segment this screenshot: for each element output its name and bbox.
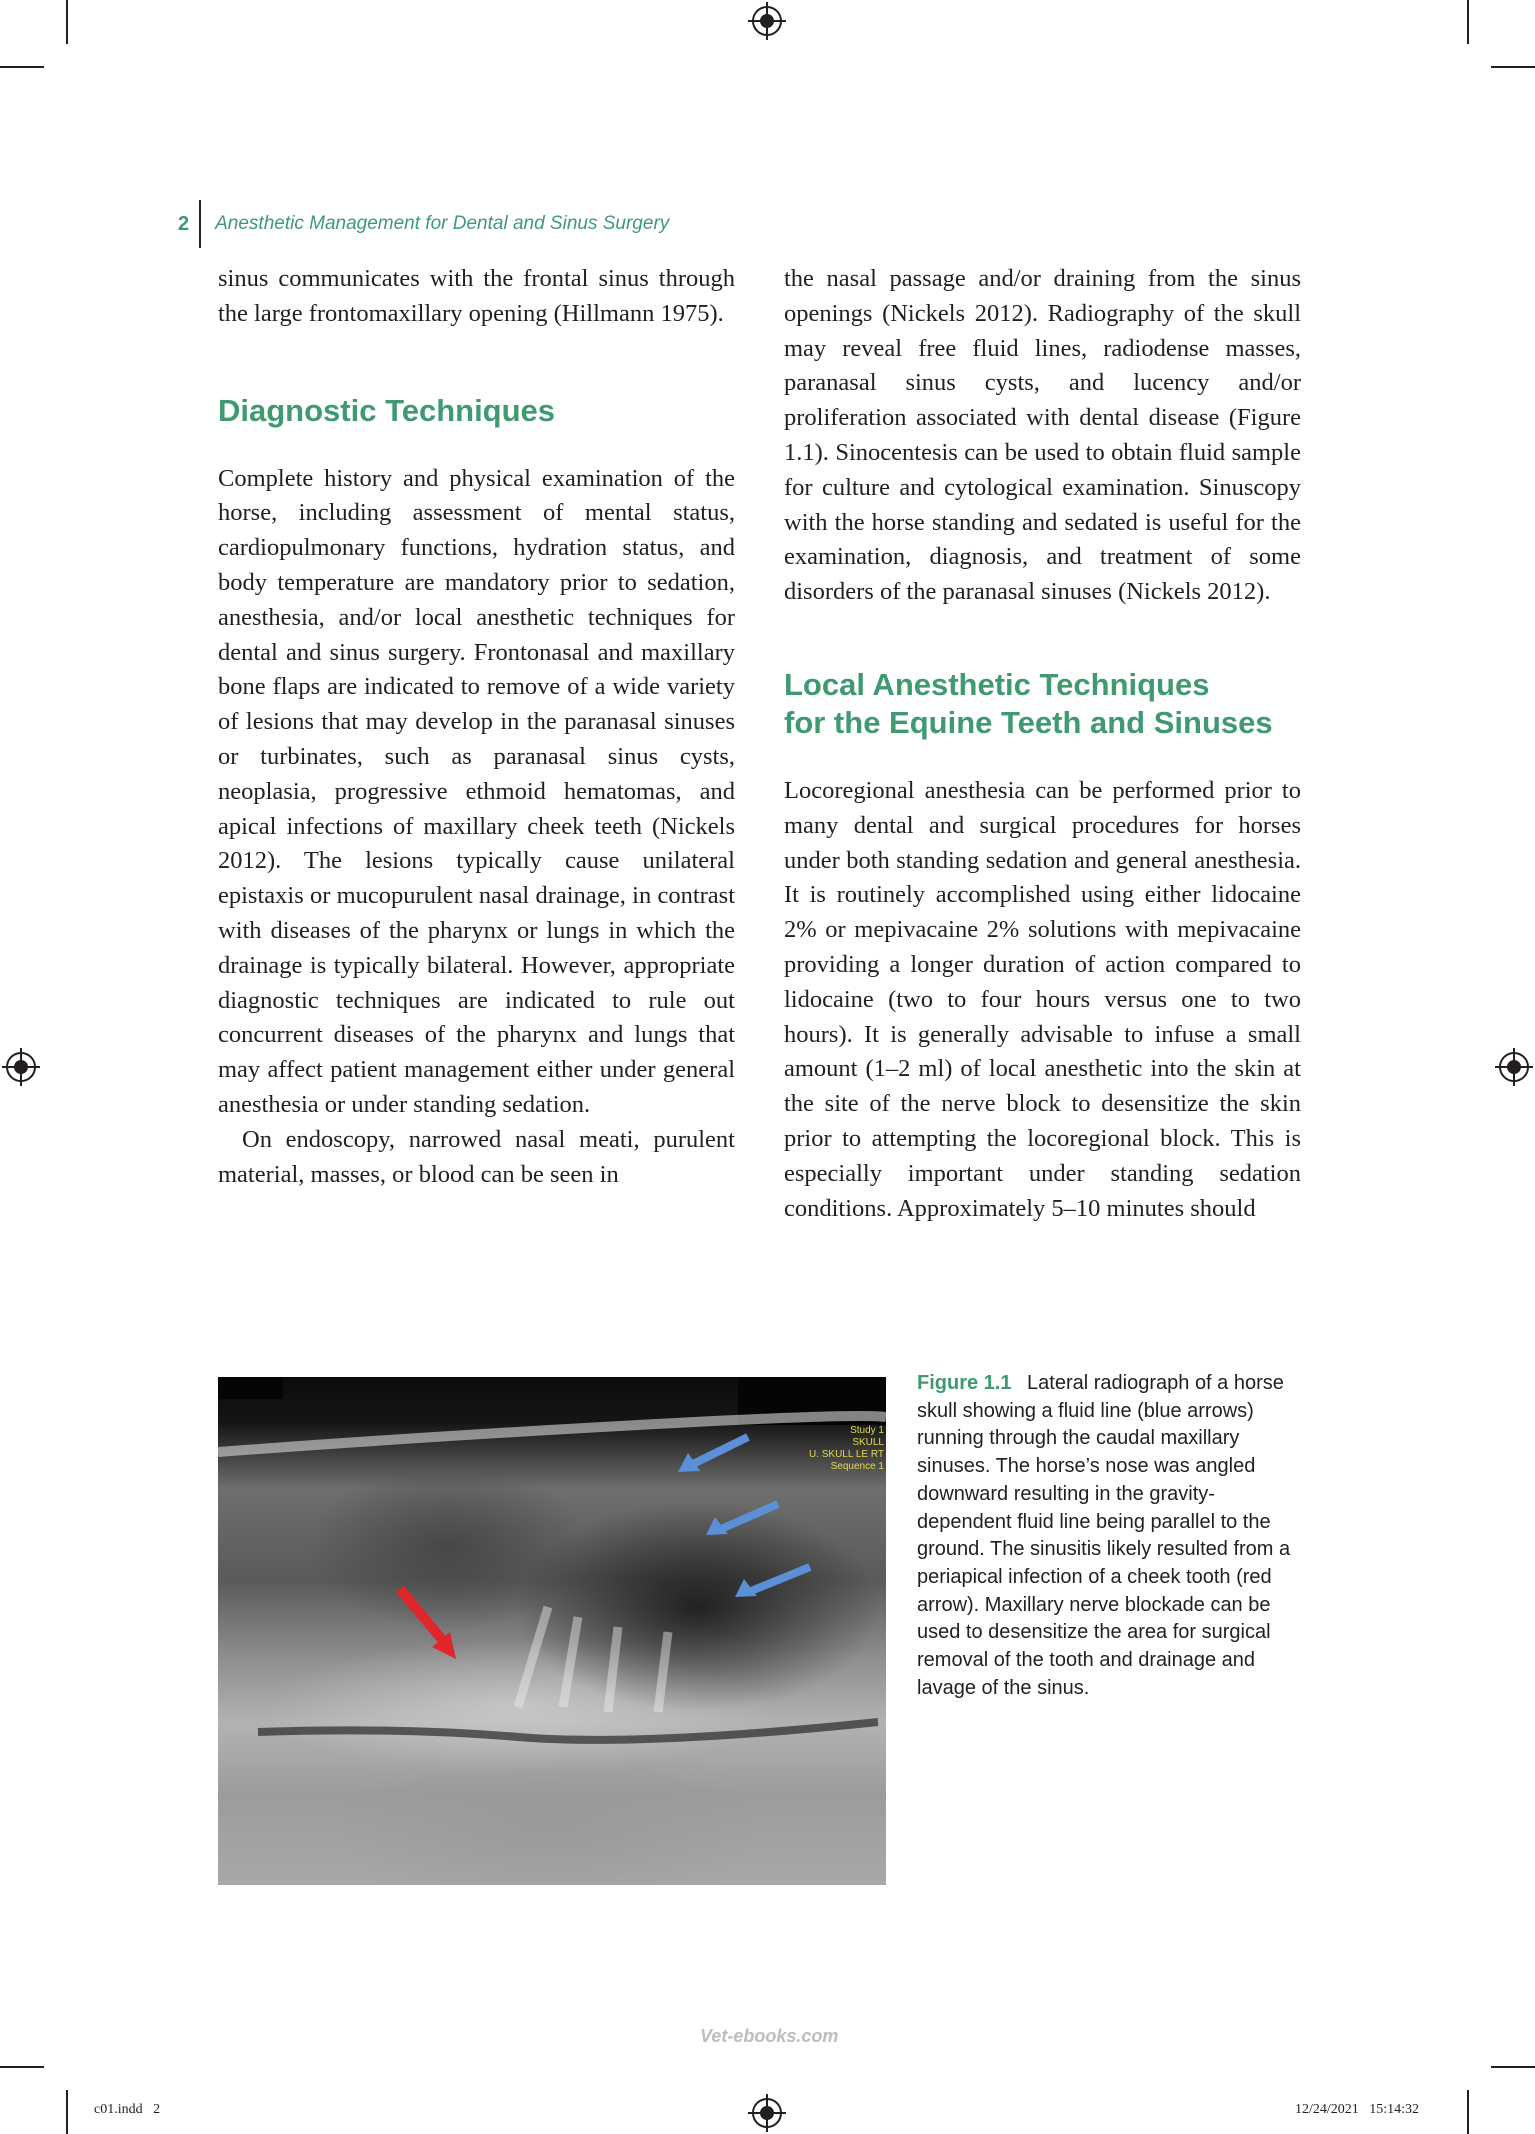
radiograph-label-line: U. SKULL LE RT bbox=[808, 1449, 884, 1460]
page-number: 2 bbox=[178, 212, 190, 235]
radiograph-label-line: SKULL bbox=[852, 1437, 884, 1448]
figure-caption bbox=[917, 1370, 1297, 1702]
registration-mark-icon bbox=[752, 6, 782, 36]
radiograph-image bbox=[218, 1377, 886, 1885]
figure-caption-text: Lateral radiograph of a horse skull showing a fluid line (blue arrows) running through the caudal maxillary sinuses. The horse’s nose was angled downward resulting in the gravity-dependent fluid line being parallel to the ground. The sinusitis likely resulted from a periapical infection of a cheek tooth (red arrow). Maxillary nerve blockade can be used to desensitize the area for surgical removal of the tooth and drainage and lavage of the sinus. bbox=[917, 1372, 1291, 1699]
paragraph: the nasal passage and/or draining from the sinus openings (Nickels 2012). Radiography of the skull may reveal free fluid lines, radiodense masses, paranasal sinus cysts, and lucency and/or proliferation associated with dental disease (Figure 1.1). Sinocentesis can be used to obtain fluid sample for culture and cytological examination. Sinuscopy with the horse standing and sedated is useful for the examination, diagnosis, and treatment of some disorders of the paranasal sinuses (Nickels 2012). bbox=[784, 265, 1301, 606]
section-heading bbox=[784, 666, 1301, 742]
arrows-layer bbox=[218, 1377, 886, 1885]
crop-mark bbox=[66, 0, 68, 44]
blue-arrow-icon bbox=[706, 1504, 778, 1535]
radiograph-label-line: Sequence 1 bbox=[830, 1461, 884, 1472]
figure-label: Figure 1.1 bbox=[917, 1372, 1012, 1394]
paragraph: Locoregional anesthesia can be performed prior to many dental and surgical procedures for horses under both standing sedation and general anesthesia. It is routinely accomplished using either lidocaine 2% or mepivacaine 2% solutions with mepivacaine providing a longer duration of action compared to lidocaine (two to four hours versus one to two hours). It is generally advisable to infuse a small amount (1–2 ml) of local anesthetic into the skin at the site of the nerve block to desensitize the skin prior to attempting the locoregional block. This is especially important under standing sedation conditions. Approximately 5–10 minutes should bbox=[784, 776, 1301, 1222]
running-head-title: Anesthetic Management for Dental and Sinus Surgery bbox=[215, 213, 670, 234]
slug-file: c01.indd 2 bbox=[94, 2102, 161, 2117]
left-column bbox=[218, 262, 735, 1192]
crop-mark bbox=[0, 66, 44, 68]
section-heading: Diagnostic Techniques bbox=[218, 392, 556, 428]
registration-mark-icon bbox=[1499, 1052, 1529, 1082]
blue-arrow-icon bbox=[735, 1567, 810, 1597]
crop-mark bbox=[1467, 2090, 1469, 2134]
red-arrow-icon bbox=[400, 1589, 456, 1659]
crop-mark bbox=[1467, 0, 1469, 44]
crop-mark bbox=[66, 2090, 68, 2134]
crop-mark bbox=[1491, 66, 1535, 68]
paragraph: sinus communicates with the frontal sinus through the large frontomaxillary opening (Hillmann 1975). bbox=[218, 265, 735, 327]
watermark: Vet-ebooks.com bbox=[700, 2026, 839, 2046]
right-column bbox=[784, 262, 1301, 1226]
crop-mark bbox=[1491, 2066, 1535, 2068]
registration-mark-icon bbox=[6, 1052, 36, 1082]
crop-mark bbox=[0, 2066, 44, 2068]
section-heading-line: Local Anesthetic Techniques bbox=[784, 666, 1210, 702]
blue-arrow-icon bbox=[678, 1437, 748, 1472]
running-head bbox=[178, 200, 669, 248]
slug-timestamp: 12/24/2021 15:14:32 bbox=[1295, 2102, 1420, 2117]
paragraph: Complete history and physical examination of the horse, including assessment of mental status, cardiopulmonary functions, hydration status, and body temperature are mandatory prior to sedation, anesthesia, and/or local anesthetic techniques for dental and sinus surgery. Frontonasal and maxillary bone flaps are indicated to remove of a wide variety of lesions that may develop in the paranasal sinuses or turbinates, such as paranasal sinus cysts, neoplasia, progressive ethmoid hematomas, and apical infections of maxillary cheek teeth (Nickels 2012). The lesions typically cause unilateral epistaxis or mucopurulent nasal drainage, in contrast with diseases of the pharynx or lungs in which the drainage is typically bilateral. However, appropriate diagnostic techniques are indicated to rule out concurrent diseases of the pharynx and lungs that may affect patient management either under general anesthesia or under standing sedation. bbox=[218, 464, 735, 1118]
section-heading-line: for the Equine Teeth and Sinuses bbox=[784, 704, 1273, 740]
registration-mark-icon bbox=[752, 2098, 782, 2128]
running-head-rule bbox=[199, 200, 201, 248]
radiograph-label-line: Study 1 bbox=[850, 1425, 884, 1436]
paragraph: On endoscopy, narrowed nasal meati, purulent material, masses, or blood can be seen in bbox=[218, 1125, 735, 1188]
